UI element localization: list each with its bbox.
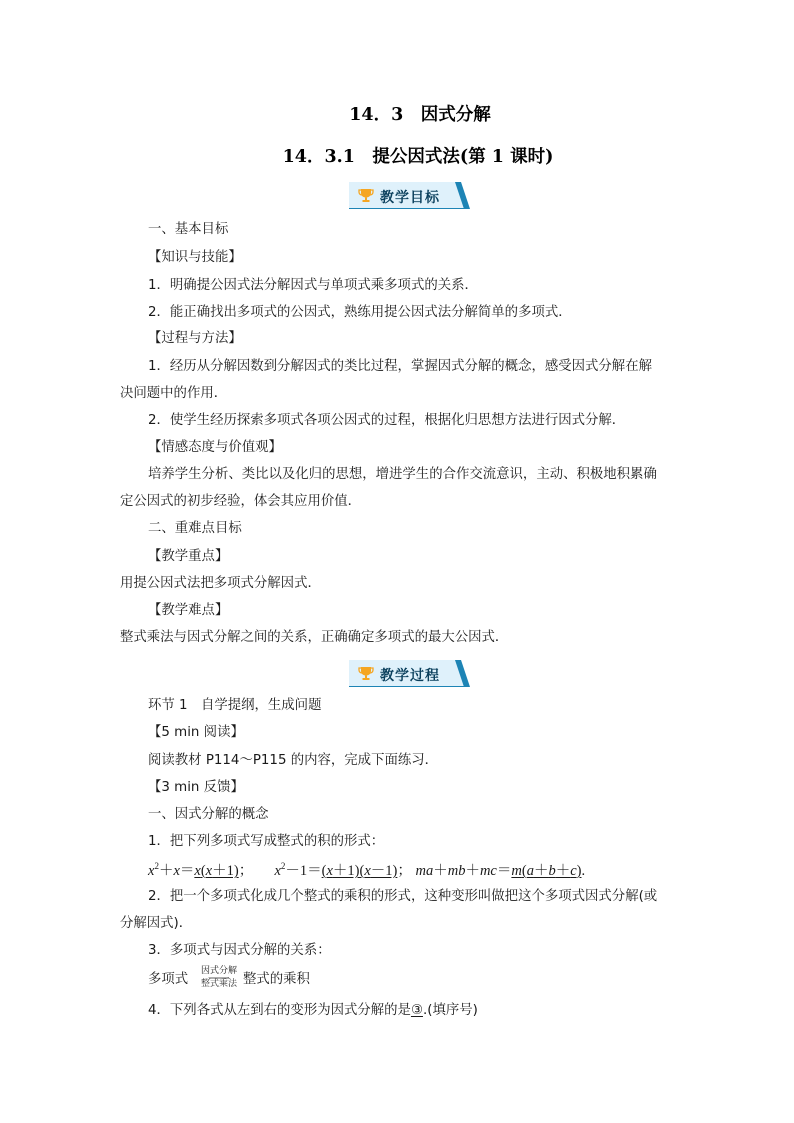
question-4: 4．下列各式从左到右的变形为因式分解的是③.(填序号) <box>148 1003 478 1018</box>
question-2: 2．把一个多项式化成几个整式的乘积的形式，这种变形叫做把这个多项式因式分解(或 <box>148 889 658 904</box>
process-item-cont: 决问题中的作用． <box>120 386 228 401</box>
equation-3: ma＋mb＋mc＝m(a＋b＋c). <box>415 863 586 879</box>
relation-top-label: 因式分解 <box>200 966 237 976</box>
attitude-text: 培养学生分析、类比以及化归的思想，增进学生的合作交流意识，主动、积极地积累确 <box>148 467 657 482</box>
lesson-title: 14．3.1 提公因式法(第 1 课时) <box>282 147 554 167</box>
question-3: 3．多项式与因式分解的关系： <box>148 943 331 958</box>
difficulty-heading: 【教学难点】 <box>148 603 229 618</box>
reading-tag: 【5 min 阅读】 <box>148 725 244 740</box>
feedback-tag: 【3 min 反馈】 <box>148 780 244 795</box>
focus-text: 用提公因式法把多项式分解因式． <box>120 576 321 591</box>
attitude-heading: 【情感态度与价值观】 <box>148 440 282 455</box>
basic-objectives-heading: 一、基本目标 <box>148 222 229 237</box>
question-4-answer: ③ <box>410 1003 423 1018</box>
concept-heading: 一、因式分解的概念 <box>148 807 269 822</box>
question-2-cont: 分解因式)． <box>120 916 193 931</box>
question-1: 1．把下列多项式写成整式的积的形式： <box>148 834 385 849</box>
focus-heading: 【教学重点】 <box>148 549 229 564</box>
attitude-text-cont: 定公因式的初步经验，体会其应用价值． <box>120 494 362 509</box>
knowledge-heading: 【知识与技能】 <box>148 250 242 265</box>
key-objectives-heading: 二、重难点目标 <box>148 521 242 536</box>
process-item: 1．经历从分解因数到分解因式的类比过程，掌握因式分解的概念，感受因式分解在解 <box>148 359 652 374</box>
process-banner <box>349 660 470 687</box>
knowledge-item: 1．明确提公因式法分解因式与单项式乘多项式的关系． <box>148 278 478 293</box>
section-title: 14．3 因式分解 <box>349 105 491 125</box>
process-item: 2．使学生经历探索多项式各项公因式的过程，根据化归思想方法进行因式分解． <box>148 413 626 428</box>
equation-1: $x^2+x=x(x+1)$ <box>148 861 239 879</box>
banner-label: 教学过程 <box>380 668 440 684</box>
equation-2: $x^2-1=(x+1)(x-1)$ <box>274 861 398 879</box>
reading-text: 阅读教材 P114～P115 的内容，完成下面练习． <box>148 753 439 768</box>
step-heading: 环节 1 自学提纲，生成问题 <box>148 698 322 713</box>
relation-left: 多项式 <box>148 972 189 987</box>
banner-label: 教学目标 <box>380 190 440 206</box>
relation-right: 整式的乘积 <box>243 972 310 987</box>
process-heading: 【过程与方法】 <box>148 331 242 346</box>
knowledge-item: 2．能正确找出多项式的公因式，熟练用提公因式法分解简单的多项式． <box>148 305 572 320</box>
relation-arrows <box>197 967 241 991</box>
objectives-banner <box>349 182 470 209</box>
difficulty-text: 整式乘法与因式分解之间的关系，正确确定多项式的最大公因式． <box>120 630 509 645</box>
relation-bottom-label: 整式乘法 <box>200 979 237 989</box>
factoring-examples: $x^2+x=x(x+1)$； $x^2-1=(x+1)(x-1)$； ma＋mb＋mc＝m(a＋b＋c). <box>148 861 586 879</box>
